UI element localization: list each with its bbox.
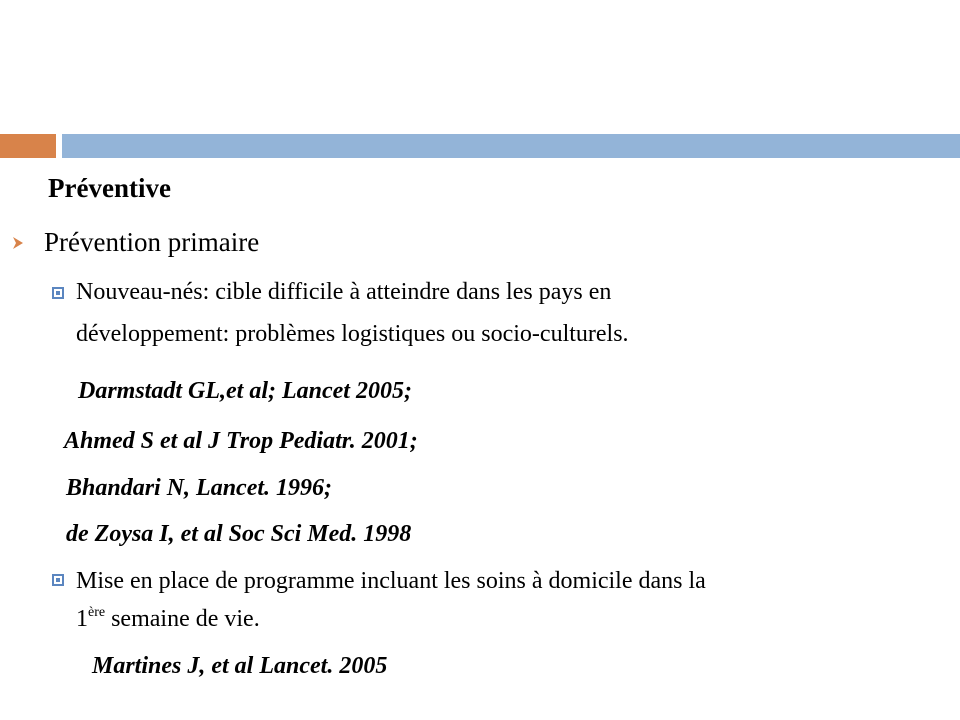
reference-line: Martines J, et al Lancet. 2005	[92, 653, 388, 679]
level1-bullet-text: Prévention primaire	[44, 227, 260, 257]
slide-heading: Préventive	[48, 173, 171, 203]
item2-line2-rest: semaine de vie.	[105, 606, 260, 632]
reference-line: Bhandari N, Lancet. 1996;	[66, 475, 333, 501]
item2-line2	[76, 600, 260, 638]
accent-bar	[0, 134, 56, 158]
item2-ordinal-number: 1	[76, 606, 88, 632]
item1-line1: Nouveau-nés: cible difficile à atteindre dans les pays en	[76, 279, 612, 305]
reference-line: Darmstadt GL,et al; Lancet 2005;	[78, 378, 412, 404]
square-bullet-icon	[52, 287, 64, 299]
reference-line: Ahmed S et al J Trop Pediatr. 2001;	[64, 428, 418, 454]
arrow-bullet-icon	[12, 236, 24, 250]
square-bullet-icon	[52, 574, 64, 586]
reference-line: de Zoysa I, et al Soc Sci Med. 1998	[66, 521, 412, 547]
item1-line2: développement: problèmes logistiques ou socio-culturels.	[76, 321, 629, 347]
item2-ordinal-superscript: ère	[88, 605, 106, 620]
title-bar	[62, 134, 960, 158]
item2-line1: Mise en place de programme incluant les soins à domicile dans la	[76, 568, 706, 594]
